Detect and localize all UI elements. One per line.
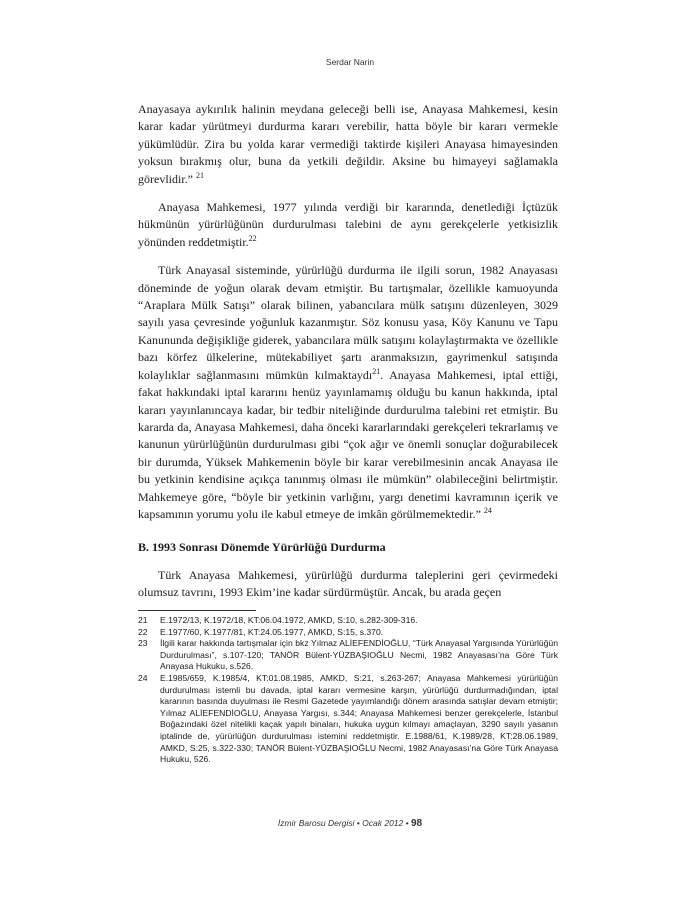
footnote-text: E.1972/13, K.1972/18, KT:06.04.1972, AMKD, S:10, s.282-309-316.	[160, 615, 418, 625]
running-header: Serdar Narin	[325, 57, 375, 67]
footnote	[138, 673, 558, 766]
footnotes	[138, 615, 558, 766]
paragraph-text: . Anayasa Mahkemesi, iptal ettiği, fakat hakkındaki iptal kararını henüz yayınlamamış olduğu bu kanun hakkında, iptal kararı yayınlanıncaya kadar, bir tedbir niteliğinde durdurulma talebini ret etmiştir. Bu kararda da, Anayasa Mahkemesi, daha önceki kararlarındaki gerekçeleri tekrarlamış ve kanunun yürürlüğünün durdurulması gibi “çok ağır ve önemli sonuçlar doğurabilecek bir durumda, Yüksek Mahkemenin böyle bir karar verebilmesinin ancak Anayasa ile bu yetkinin kendisine açıkça tanınmış olması ile mümkün” olabileceğini belirtmiştir. Mahkemeye göre, “böyle bir yetkinin varlığını, yargı denetimi kavramının içerik ve kapsamının yorumu yolu ile kabul etmeye de imkân görülmemektedir.”	[138, 367, 558, 521]
footnote-ref[interactable]: 21	[372, 366, 381, 376]
section-heading: B. 1993 Sonrası Dönemde Yürürlüğü Durdurma	[138, 540, 386, 555]
footnote-number: 21	[138, 615, 148, 625]
page-number: 98	[410, 818, 423, 829]
footnote-text: E.1985/659, K.1985/4, KT:01.08.1985, AMKD, S:21, s.263-267; Anayasa Mahkemesi yürürlüğün durdurulması istemli bu davada, iptal kararı vermesine karşın, yürürlüğü durdurmadığından, iptal kararının basında duyulması ile Resmi Gazetede yayımlandığı dönem arasında satışlar devam etmiştir; Yılmaz ALİEFENDİOĞLU, Anayasa Yargısı, s.344; Anayasa Mahkemesi benzer gerekçelerle, İstanbul Boğazındaki özel nitelikli kaçak yapılı binaları, hukuka uygun kılmayı amaçlayan, 3290 sayılı yasanın iptalinde de, yürürlüğün durdurulması istemini reddetmiştir. E.1988/61, K.1989/28, KT:28.06.1989, AMKD, S:25, s.322-330; TANÖR Bülent-YÜZBAŞIOĞLU Necmi, 1982 Anayasası’na Göre Türk Anayasa Hukuku, 526.	[160, 672, 558, 765]
page-footer	[0, 818, 700, 829]
footnote-number: 24	[138, 672, 148, 683]
footnote-number: 23	[138, 638, 148, 649]
footnote-text: İlgili karar hakkında tartışmalar için bkz Yılmaz ALİEFENDİOĞLU, “Türk Anayasal Yargısında Yürürlüğün Durdurulması”, s.107-120; TANÖR Bülent-YÜZBAŞIOĞLU Necmi, 1982 Anayasası’na Göre Türk Anayasa Hukuku, s.526.	[160, 638, 558, 672]
paragraph	[138, 199, 558, 251]
paragraph	[138, 262, 558, 523]
paragraph	[138, 101, 558, 188]
footnote-number: 22	[138, 626, 148, 637]
paragraph-text: Türk Anayasal sisteminde, yürürlüğü durdurma ile ilgili sorun, 1982 Anayasası döneminde de yoğun olarak devam etmiştir. Bu tartışmalar, özellikle kamuoyunda “Araplara Mülk Satışı” olarak bilinen, yabancılara mülk satışını düzenleyen, 3029 sayılı yasa çevresinde yoğunluk kazanmıştır. Söz konusu yasa, Köy Kanunu ve Tapu Kanununda değişikliğe giderek, yabancılara mülk satışını kolaylaştırmakta ve özellikle bazı körfez ülkelerine, mütekabiliyet şartı aranmaksızın, gayrimenkul satışında kolaylıklar sağlanmasını mümkün kılmaktaydı	[138, 263, 558, 382]
journal-name: İzmir Barosu Dergisi • Ocak 2012 •	[277, 818, 411, 828]
body-text	[138, 101, 558, 613]
paragraph	[138, 567, 558, 602]
footnote-ref[interactable]: 22	[248, 233, 257, 243]
footnote-ref[interactable]: 21	[195, 170, 204, 180]
footnote	[138, 638, 558, 673]
footnote	[138, 627, 558, 639]
footnote-text: E.1977/60, K.1977/81, KT:24.05.1977, AMKD, S:15, s.370.	[160, 626, 384, 637]
paragraph-text: Anayasa Mahkemesi, 1977 yılında verdiği bir kararında, denetlediği İçtüzük hükmünün yürürlüğünün durdurulması talebini de aynı gerekçelerle yetkisizlik yönünden reddetmiştir.	[138, 200, 558, 249]
footnote-ref[interactable]: 24	[483, 505, 492, 515]
paragraph-text: Türk Anayasa Mahkemesi, yürürlüğü durdurma taleplerini geri çevirmedeki olumsuz tavrını, 1993 Ekim’ine kadar sürdürmüştür. Ancak, bu arada geçen	[138, 567, 558, 600]
paragraph-text: Anayasaya aykırılık halinin meydana geleceği belli ise, Anayasa Mahkemesi, kesin karar kadar yürütmeyi durdurma kararı verebilir, hatta böyle bir kararı vermekle yükümlüdür. Zira bu yolda karar vermediği taktirde kişileri Anayasa himayesinden yoksun bırakmış olur, buna da yetkili değildir. Aksine bu himayeyi sağlamakla görevlidir.”	[138, 102, 558, 186]
footnote	[138, 615, 558, 627]
footnote-separator	[138, 610, 256, 611]
